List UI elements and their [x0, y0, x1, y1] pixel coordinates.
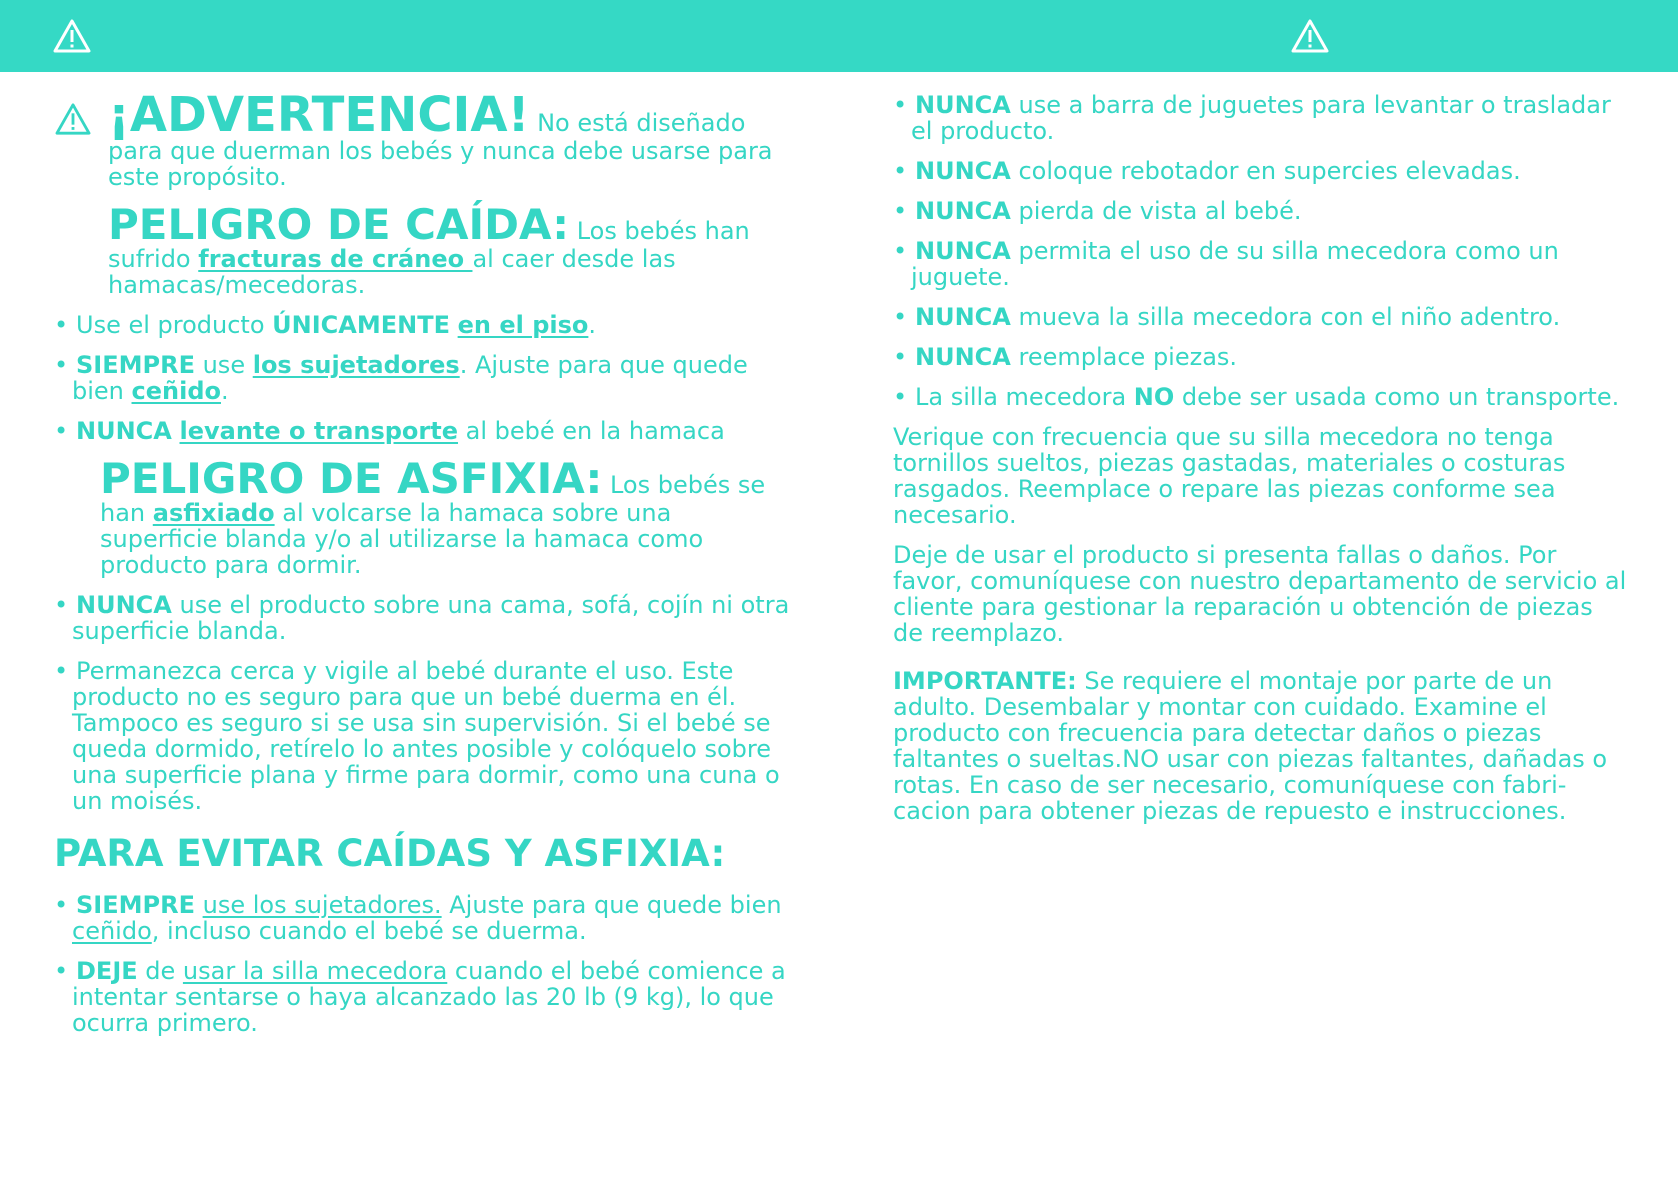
list-item: • SIEMPRE use los sujetadores. Ajuste para que quede bien ceñido.: [54, 352, 794, 404]
list-item: • NUNCA coloque rebotador en supercies elevadas.: [893, 158, 1628, 184]
warning-triangle-icon: [1290, 18, 1330, 54]
important-paragraph: IMPORTANTE: Se requiere el montaje por parte de un adulto. Desembalar y montar con cuidado. Examine el producto con frecuencia para detectar daños o piezas faltantes o sueltas.NO usar con piezas faltantes, dañadas o rotas. En caso de ser necesario, comuníquese con fabri-cacion para obtener piezas de repuesto e instrucciones.: [893, 667, 1608, 825]
skull-fracture-link: fracturas de cráneo: [198, 245, 473, 273]
header-bar: [0, 0, 1678, 72]
list-item: • NUNCA permita el uso de su silla mecedora como un juguete.: [893, 238, 1628, 290]
list-item: • Use el producto ÚNICAMENTE en el piso.: [54, 312, 794, 338]
damage-paragraph: Deje de usar el producto si presenta fallas o daños. Por favor, comuníquese con nuestro departamento de servicio al cliente para gestionar la reparación u obtención de piezas de reemplazo.: [893, 541, 1627, 647]
list-item: • La silla mecedora NO debe ser usada como un transporte.: [893, 384, 1628, 410]
fall-hazard-title: PELIGRO DE CAÍDA:: [108, 200, 570, 249]
warning-triangle-icon: [54, 102, 92, 140]
list-item: • NUNCA levante o transporte al bebé en la hamaca: [54, 418, 794, 444]
warning-title: ¡ADVERTENCIA!: [108, 87, 530, 143]
suffocation-hazard: PELIGRO DE ASFIXIA: Los bebés se han asfixiado al volcarse la hamaca sobre una superficie blanda y/o al utilizarse la hamaca como producto para dormir.: [100, 454, 766, 579]
list-item: • DEJE de usar la silla mecedora cuando el bebé comience a intentar sentarse o haya alcanzado las 20 lb (9 kg), lo que ocurra primero.: [54, 958, 794, 1036]
list-item: • Permanezca cerca y vigile al bebé durante el uso. Este producto no es seguro para que un bebé duerma en él. Tampoco es seguro si se usa sin supervisión. Si el bebé se queda dormido, retírelo lo antes posible y colóquelo sobre una superficie plana y firme para dormir, como una cuna o un moisés.: [54, 658, 794, 814]
warning-text: No está diseñado para que duerman los bebés y nunca debe usarse para este propósito.: [108, 109, 773, 191]
right-column: [893, 92, 1628, 838]
suffocation-hazard-title: PELIGRO DE ASFIXIA:: [100, 454, 603, 503]
inspection-paragraph: Verique con frecuencia que su silla mecedora no tenga tornillos sueltos, piezas gastadas, materiales o costuras rasgados. Reemplace o repare las piezas conforme sea necesario.: [893, 423, 1566, 529]
fall-hazard: PELIGRO DE CAÍDA: Los bebés han sufrido fracturas de cráneo al caer desde las hamacas/mecedoras.: [108, 200, 750, 299]
warning-triangle-icon: [52, 18, 92, 54]
list-item: • NUNCA mueva la silla mecedora con el niño adentro.: [893, 304, 1628, 330]
list-item: • SIEMPRE use los sujetadores. Ajuste para que quede bien ceñido, incluso cuando el bebé se duerma.: [54, 892, 794, 944]
warning-block: [54, 87, 794, 191]
list-item: • NUNCA use el producto sobre una cama, sofá, cojín ni otra superficie blanda.: [54, 592, 794, 644]
list-item: • NUNCA reemplace piezas.: [893, 344, 1628, 370]
list-item: • NUNCA use a barra de juguetes para levantar o trasladar el producto.: [893, 92, 1628, 144]
left-column: [54, 87, 794, 1050]
list-item: • NUNCA pierda de vista al bebé.: [893, 198, 1628, 224]
section-title: PARA EVITAR CAÍDAS Y ASFIXIA:: [54, 832, 726, 875]
important-label: IMPORTANTE:: [893, 667, 1077, 695]
